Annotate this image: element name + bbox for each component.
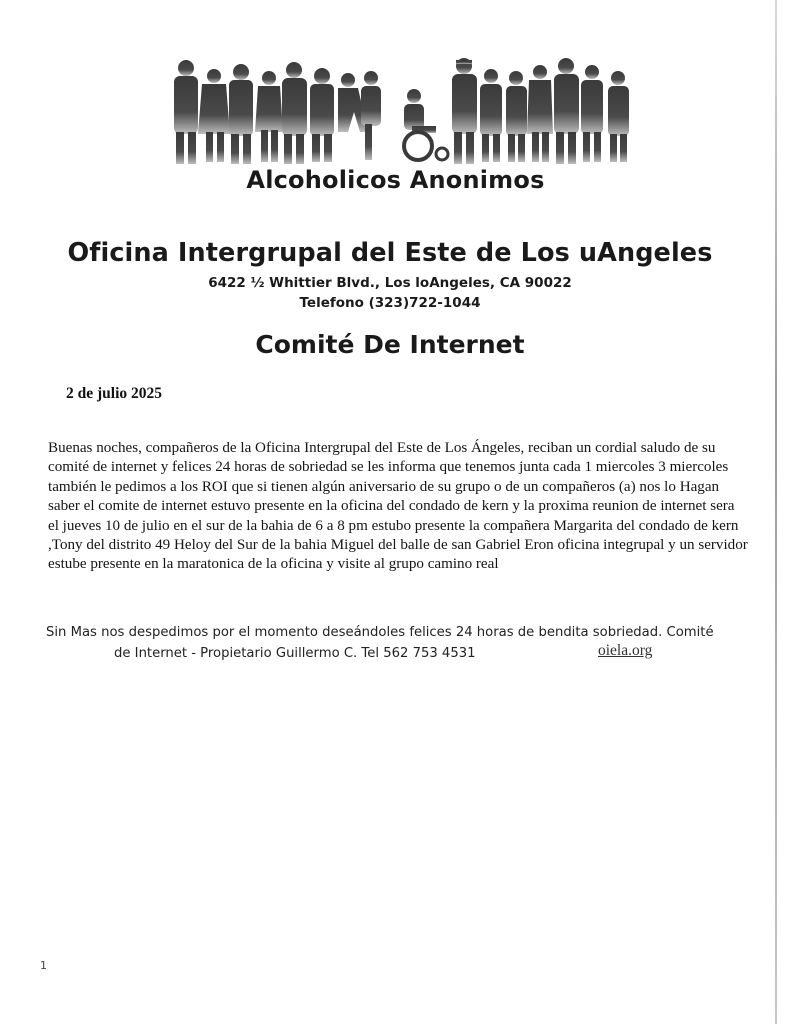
organization-title: Alcoholicos Anonimos: [246, 166, 545, 194]
letter-body: Buenas noches, compañeros de la Oficina Intergrupal del Este de Los Ángeles, reciban un cordial saludo de su comité de internet y felices 24 horas de sobriedad se les informa que tenemos junta cada 1 miercoles 3 miercoles también le pedimos a los ROI que si tienen algún aniversario de su grupo o de un compañeros (a) nos lo Hagan saber el comite de internet estuvo presente en la oficina del condado de kern y la proxima reunion de internet sera el jueves 10 de julio en el sur de la bahia de 6 a 8 pm estubo presente la compañera Margarita del condado de kern ,Tony del distrito 49 Heloy del Sur de la bahia Miguel del balle de san Gabriel Eron oficina integrupal y un servidor estube presente en la maratonica de la oficina y visite al grupo camino real: [48, 440, 748, 573]
office-phone: Telefono (323)722-1044: [299, 295, 481, 311]
committee-title: Comité De Internet: [255, 330, 525, 359]
page-number: 1: [40, 959, 47, 972]
letter-date: 2 de julio 2025: [66, 385, 163, 402]
office-address: 6422 ½ Whittier Blvd., Los loAngeles, CA 90022: [208, 275, 572, 291]
closing-line-1: Sin Mas nos despedimos por el momento deseándoles felices 24 horas de bendita sobriedad. Comité: [46, 625, 714, 640]
office-title: Oficina Intergrupal del Este de Los uAngeles: [67, 238, 713, 268]
website-link[interactable]: oiela.org: [598, 642, 653, 659]
scan-page-edge: [775, 0, 777, 1024]
people-silhouettes-logo: [166, 56, 636, 166]
closing-line-2: de Internet - Propietario Guillermo C. Tel 562 753 4531: [114, 646, 476, 661]
